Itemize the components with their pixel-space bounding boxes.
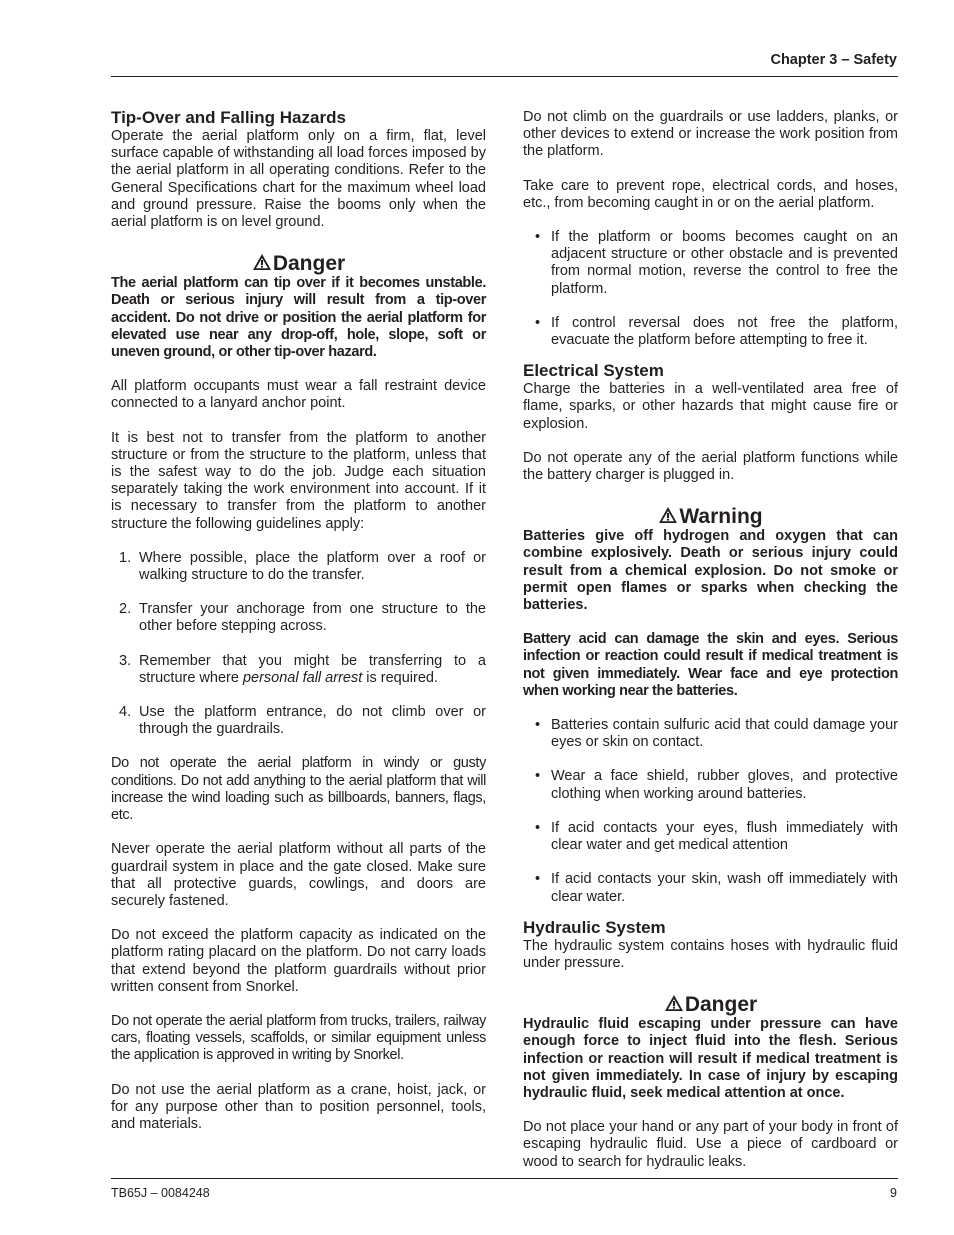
warning-triangle-icon xyxy=(658,506,678,524)
hydraulic-danger-heading xyxy=(523,994,898,1016)
page-number: 9 xyxy=(890,1186,897,1200)
danger-heading xyxy=(111,253,486,275)
list-item: • Wear a face shield, rubber gloves, and protective clothing when working around batteries. xyxy=(535,768,898,802)
hydraulic-danger-text: Hydraulic fluid escaping under pressure can have enough force to inject fluid into the flesh. Serious infection or reaction will result if medical treatment is not given immediately. In case of injury by escaping hydraulic fluid, seek medical attention at once. xyxy=(523,1016,898,1101)
header-divider xyxy=(111,76,898,77)
warning-triangle-icon xyxy=(252,253,272,271)
list-item: • If the platform or booms becomes caught on an adjacent structure or other obstacle and is prevented from normal motion, reverse the control to free the platform. xyxy=(535,229,898,297)
right-column xyxy=(523,109,898,1188)
transfer-paragraph: It is best not to transfer from the platform to another structure or from the structure to the platform, unless that is the safest way to do the job. Judge each situation separately taking the work environment into account. If it is necessary to transfer from the platform to another structure the following guidelines apply: xyxy=(111,429,486,532)
warning-text-acid: Battery acid can damage the skin and eyes. Serious infection or reaction could result if medical treatment is not given immediately. Wear face and eye protection when working near the batteries. xyxy=(523,631,898,699)
acid-bullets xyxy=(523,717,898,906)
list-item: • Batteries contain sulfuric acid that could damage your eyes or skin on contact. xyxy=(535,717,898,751)
hydraulic-body: The hydraulic system contains hoses with hydraulic fluid under pressure. xyxy=(523,937,898,971)
list-item: 2. Transfer your anchorage from one structure to the other before stepping across. xyxy=(119,601,486,635)
wind-paragraph: Do not operate the aerial platform in windy or gusty conditions. Do not add anything to the aerial platform that will increase the wind loading such as billboards, banners, flags, etc. xyxy=(111,755,486,824)
electrical-body: Charge the batteries in a well-ventilated area free of flame, sparks, or other hazards that might cause fire or explosion. xyxy=(523,381,898,432)
document-id: TB65J – 0084248 xyxy=(111,1186,210,1200)
warning-triangle-icon xyxy=(664,994,684,1012)
charger-paragraph: Do not operate any of the aerial platform functions while the battery charger is plugged in. xyxy=(523,449,898,484)
list-item: • If acid contacts your eyes, flush immediately with clear water and get medical attention xyxy=(535,819,898,854)
capacity-paragraph: Do not exceed the platform capacity as indicated on the platform rating placard on the platform. Do not carry loads that extend beyond the platform guardrails without prior written consent from Snorkel. xyxy=(111,927,486,995)
list-item: 1. Where possible, place the platform over a roof or walking structure to do the transfer. xyxy=(119,549,486,584)
rope-paragraph: Take care to prevent rope, electrical cords, and hoses, etc., from becoming caught in or on the aerial platform. xyxy=(523,177,898,211)
danger-text: The aerial platform can tip over if it becomes unstable. Death or serious injury will result from a tip-over accident. Do not drive or position the aerial platform for elevated use near any drop-off, hole, slope, soft or uneven ground, or other tip-over hazard. xyxy=(111,275,486,361)
tipover-body: Operate the aerial platform only on a firm, flat, level surface capable of withstanding all load forces imposed by the aerial platform in all operating conditions. Refer to the General Specifications chart for the maximum wheel load and ground pressure. Raise the booms only when the aerial platform is on level ground. xyxy=(111,128,486,231)
chapter-header: Chapter 3 – Safety xyxy=(770,52,897,68)
guardrail-paragraph: Never operate the aerial platform without all parts of the guardrail system in place and the gate closed. Make sure that all protective guards, cowlings, and doors are securely fastened. xyxy=(111,841,486,909)
warning-heading xyxy=(523,506,898,528)
list-item: • If control reversal does not free the platform, evacuate the platform before attempting to free it. xyxy=(535,314,898,349)
hand-paragraph: Do not place your hand or any part of your body in front of escaping hydraulic fluid. Use a piece of cardboard or wood to search for hydraulic leaks. xyxy=(523,1119,898,1170)
warning-text-explosion: Batteries give off hydrogen and oxygen that can combine explosively. Death or serious injury could result from a chemical explosion. Do not smoke or permit open flames or sparks when checking the batteries. xyxy=(523,528,898,614)
left-column xyxy=(111,108,486,1150)
list-item: • If acid contacts your skin, wash off immediately with clear water. xyxy=(535,871,898,905)
trucks-paragraph: Do not operate the aerial platform from trucks, trailers, railway cars, floating vessels, scaffolds, or similar equipment unless the application is approved in writing by Snorkel. xyxy=(111,1012,486,1064)
list-item: 3. Remember that you might be transferring to a structure where personal fall arrest is required. xyxy=(119,652,486,686)
hydraulic-danger-title: Danger xyxy=(684,993,758,1017)
danger-title: Danger xyxy=(272,252,346,276)
restraint-paragraph: All platform occupants must wear a fall restraint device connected to a lanyard anchor point. xyxy=(111,378,486,412)
list-item: 4. Use the platform entrance, do not climb over or through the guardrails. xyxy=(119,704,486,738)
hydraulic-heading: Hydraulic System xyxy=(523,917,666,937)
footer-divider xyxy=(111,1178,898,1179)
crane-paragraph: Do not use the aerial platform as a crane, hoist, jack, or for any purpose other than to position personnel, tools, and materials. xyxy=(111,1081,486,1132)
climb-paragraph: Do not climb on the guardrails or use ladders, planks, or other devices to extend or increase the work position from the platform. xyxy=(523,109,898,160)
transfer-steps xyxy=(111,550,486,739)
tipover-heading: Tip-Over and Falling Hazards xyxy=(111,108,346,127)
caught-bullets xyxy=(523,229,898,349)
electrical-heading: Electrical System xyxy=(523,361,664,381)
warning-title: Warning xyxy=(679,505,763,529)
